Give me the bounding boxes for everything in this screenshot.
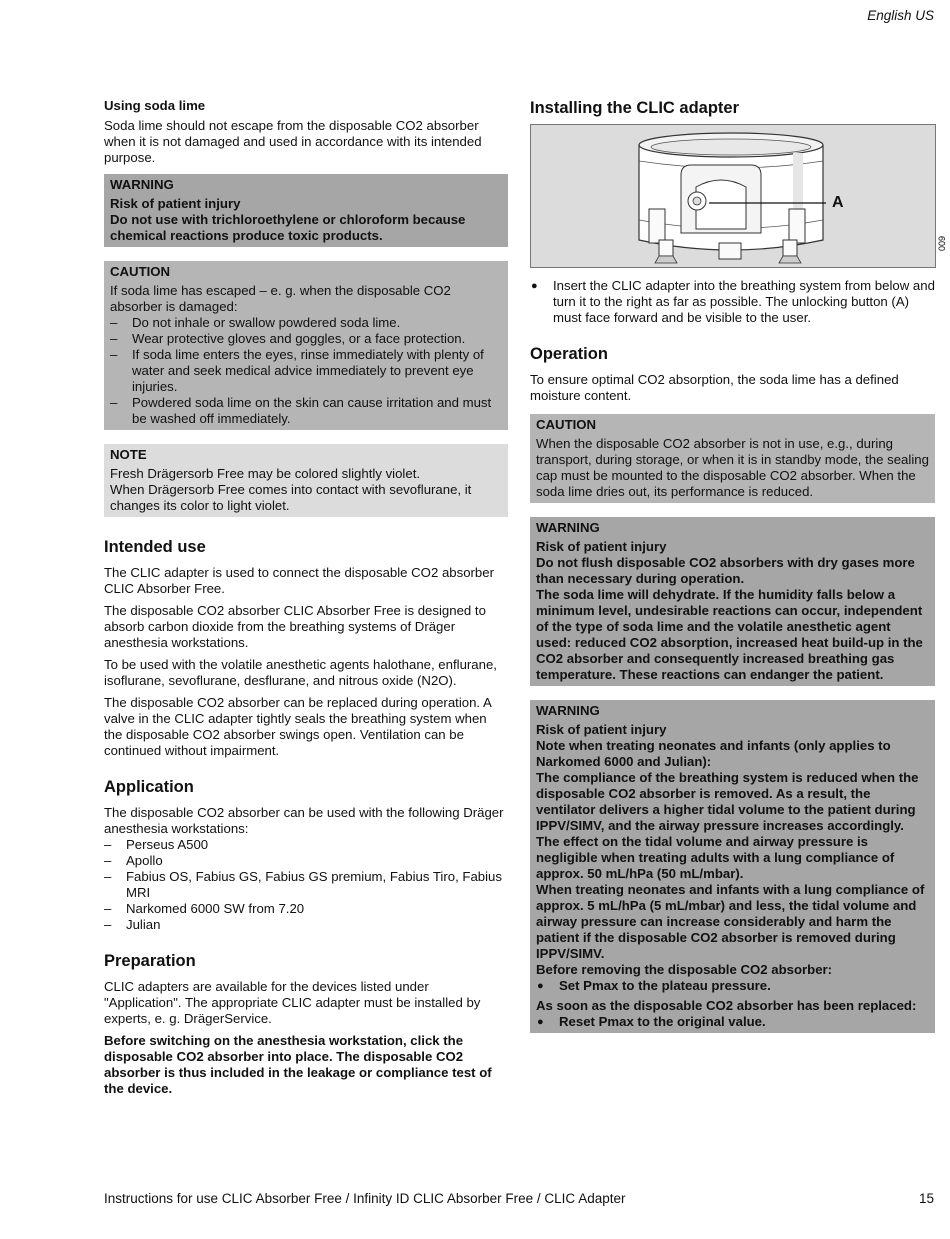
footer-title: Instructions for use CLIC Absorber Free / Infinity ID CLIC Absorber Free / CLIC Adapter: [104, 1191, 626, 1206]
clic-adapter-figure: [530, 124, 947, 268]
operation-text: To ensure optimal CO2 absorption, the soda lime has a defined moisture content.: [530, 372, 899, 403]
warning-steps: [536, 978, 929, 994]
list-item: – Fabius OS, Fabius GS, Fabius GS premium, Fabius Tiro, Fabius MRI: [104, 869, 508, 901]
warning-text: When treating neonates and infants with a lung compliance of approx. 5 mL/hPa (5 mL/mbar) and less, the tidal volume and airway pressure can increase considerably and harm the patient if the disposable CO2 absorber is removed during IPPV/SIMV.: [536, 882, 925, 961]
application-intro: The disposable CO2 absorber can be used with the following Dräger anesthesia workstations:: [104, 805, 504, 836]
list-item: – Julian: [104, 917, 508, 933]
workstation-list: [104, 837, 508, 933]
list-item: – Narkomed 6000 SW from 7.20: [104, 901, 508, 917]
paragraph: To be used with the volatile anesthetic agents halothane, enflurane, isoflurane, sevoflurane, desflurane, and nitrous oxide (N2O).: [104, 657, 497, 688]
list-item: – Apollo: [104, 853, 508, 869]
warning-title: Risk of patient injury: [536, 722, 667, 737]
paragraph: The CLIC adapter is used to connect the disposable CO2 absorber CLIC Absorber Free.: [104, 565, 494, 596]
list-item: – Perseus A500: [104, 837, 508, 853]
install-heading: Installing the CLIC adapter: [530, 99, 740, 117]
list-item: ● Reset Pmax to the original value.: [536, 1014, 929, 1030]
list-item: – Powdered soda lime on the skin can cause irritation and must be washed off immediately.: [110, 395, 502, 427]
soda-heading: Using soda lime: [104, 98, 206, 113]
application-heading: Application: [104, 778, 194, 796]
warning-label: WARNING: [536, 703, 600, 718]
list-item: – Wear protective gloves and goggles, or a face protection.: [110, 331, 502, 347]
preparation-heading: Preparation: [104, 952, 196, 970]
note-line-2: When Drägersorb Free comes into contact with sevoflurane, it changes its color to light violet.: [110, 482, 472, 513]
caution-intro: If soda lime has escaped – e. g. when the disposable CO2 absorber is damaged:: [110, 283, 451, 314]
warning-box-dry-gases: [530, 517, 935, 686]
warning-label: WARNING: [110, 177, 174, 192]
list-item: – Do not inhale or swallow powdered soda lime.: [110, 315, 502, 331]
caution-box-soda-lime: [104, 261, 508, 430]
warning-title: Risk of patient injury: [110, 196, 241, 211]
warning-box-chemicals: [104, 174, 508, 247]
list-item: ● Set Pmax to the plateau pressure.: [536, 978, 929, 994]
caution-box-sealing-cap: [530, 414, 935, 503]
page-number: 15: [918, 1191, 934, 1206]
warning-text: Before removing the disposable CO2 absorber:: [536, 962, 833, 977]
warning-text: The compliance of the breathing system is reduced when the disposable CO2 absorber is removed. As a result, the ventilator delivers a higher tidal volume to the patient during IPPV/SIMV, and the airway pressure increases accordingly. The effect on the tidal volume and airway pressure is negligible when treating adults with a lung compliance of approx. 50 mL/hPa (50 mL/mbar).: [536, 770, 919, 881]
warning-label: WARNING: [536, 520, 600, 535]
soda-text: Soda lime should not escape from the disposable CO2 absorber when it is not damaged and used in accordance with its intended purpose.: [104, 118, 482, 165]
note-box-color: [104, 444, 508, 517]
warning-text: The soda lime will dehydrate. If the humidity falls below a minimum level, undesirable reactions can occur, independent of the type of soda lime and the volatile anesthetic agent used: reduced CO2 absorption, increased heat build-up in the CO2 absorber and consequently increased breathing gas temperature. These reactions can endanger the patient.: [536, 587, 923, 682]
caution-text: When the disposable CO2 absorber is not in use, e.g., during transport, during storage, or when it is in standby mode, the sealing cap must be mounted to the disposable CO2 absorber. When the soda lime dries out, its performance is reduced.: [536, 436, 929, 499]
caution-list: [110, 315, 502, 427]
warning-text: Do not use with trichloroethylene or chloroform because chemical reactions produce toxic products.: [110, 212, 466, 243]
paragraph: CLIC adapters are available for the devices listed under "Application". The appropriate CLIC adapter must be installed by experts, e. g. DrägerService.: [104, 979, 481, 1026]
operation-heading: Operation: [530, 345, 608, 363]
language-label: English US: [867, 8, 934, 23]
left-column: [104, 98, 508, 1103]
note-line-1: Fresh Drägersorb Free may be colored slightly violet.: [110, 466, 421, 481]
paragraph-bold: Before switching on the anesthesia workstation, click the disposable CO2 absorber into place. The disposable CO2 absorber is thus included in the leakage or compliance test of the device.: [104, 1033, 492, 1096]
warning-steps: [536, 1014, 929, 1030]
list-item: ● Insert the CLIC adapter into the breathing system from below and turn it to the right as far as possible. The unlocking button (A) must face forward and be visible to the user.: [530, 278, 935, 326]
paragraph: The disposable CO2 absorber can be replaced during operation. A valve in the CLIC adapter tightly seals the breathing system when the disposable CO2 absorber swings open. Ventilation can be continued without impairment.: [104, 695, 492, 758]
install-steps: [530, 278, 935, 326]
figure-code: 009: [936, 235, 947, 251]
clic-adapter-illustration: [531, 125, 935, 267]
warning-text: Do not flush disposable CO2 absorbers with dry gases more than necessary during operation.: [536, 555, 915, 586]
figure-callout-a: A: [832, 194, 844, 211]
warning-text: Note when treating neonates and infants (only applies to Narkomed 6000 and Julian):: [536, 738, 891, 769]
intended-use-heading: Intended use: [104, 538, 206, 556]
note-label: NOTE: [110, 447, 147, 462]
warning-title: Risk of patient injury: [536, 539, 667, 554]
list-item: – If soda lime enters the eyes, rinse immediately with plenty of water and seek medical advice immediately to prevent eye injuries.: [110, 347, 502, 395]
warning-box-neonates: [530, 700, 935, 1033]
warning-text: As soon as the disposable CO2 absorber has been replaced:: [536, 998, 917, 1013]
right-column: [530, 98, 947, 1047]
caution-label: CAUTION: [536, 417, 597, 432]
caution-label: CAUTION: [110, 264, 171, 279]
paragraph: The disposable CO2 absorber CLIC Absorber Free is designed to absorb carbon dioxide from the breathing systems of Dräger anesthesia workstations.: [104, 603, 486, 650]
